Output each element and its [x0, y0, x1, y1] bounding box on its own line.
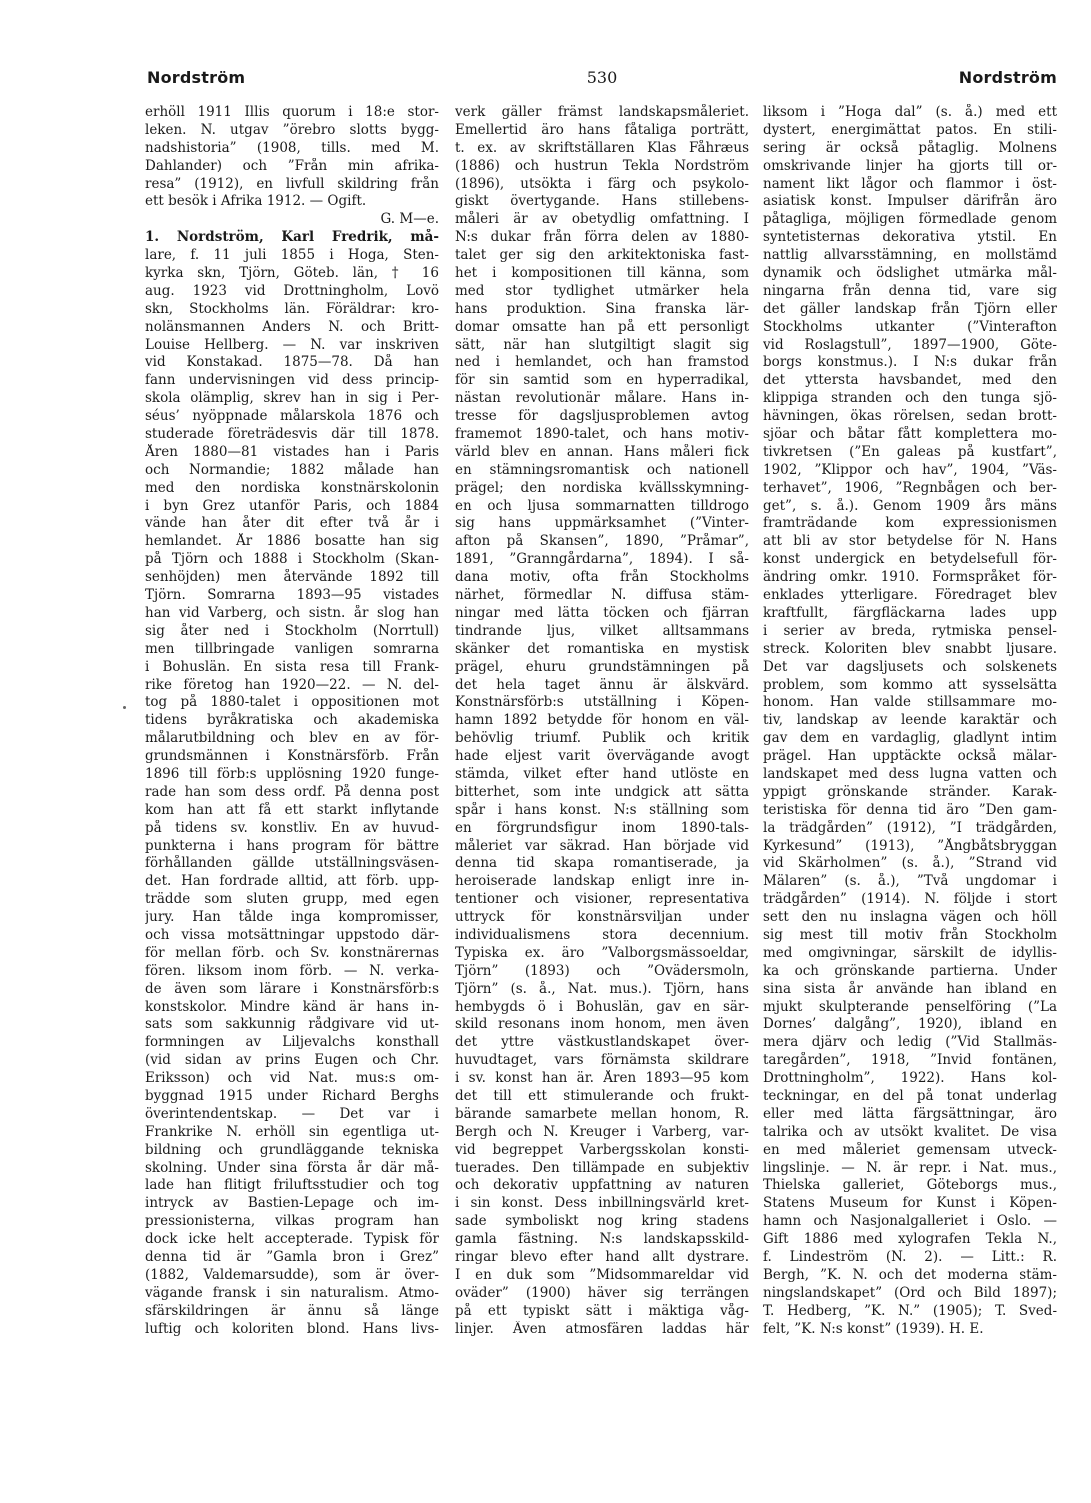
text-line: la trädgården” (1912), ”I trädgården,: [763, 819, 1057, 836]
text-line: i sv. konst han är. Åren 1893—95 kom: [455, 1070, 749, 1087]
text-line: (1882, Valdemarsudde), som är över-: [145, 1266, 439, 1283]
text-line: framträdande kom expressionismen: [763, 515, 1057, 532]
page-number: 530: [586, 68, 618, 87]
text-column-2: [455, 104, 749, 1424]
text-line: ningarna från denna tid, vare sig: [763, 282, 1057, 299]
text-line: Drottningholm”, 1922). Hans kol-: [763, 1070, 1057, 1087]
text-line: för mellan förb. och Sv. konstnärernas: [145, 944, 439, 961]
page-header: [147, 68, 1057, 92]
text-line: sats som sakkunnig rådgivare vid ut-: [145, 1016, 439, 1033]
text-line: tentioner och visioner, representativa: [455, 891, 749, 908]
text-line: ändring omkr. 1910. Formspråket för-: [763, 569, 1057, 586]
text-line: afton på Skansen”, 1890, ”Pråmar”,: [455, 533, 749, 550]
text-line: leken. N. utgav ”örebro slotts bygg-: [145, 121, 439, 138]
text-line: sering är också påtaglig. Molnens: [763, 139, 1057, 156]
text-line: och dekorativ uppfattning av naturen: [455, 1177, 749, 1194]
text-line: sfärskildringen är ännu så länge: [145, 1302, 439, 1319]
text-line: sade symboliskt nog kring stadens: [455, 1213, 749, 1230]
text-line: han vid Varberg, och sistn. år slog han: [145, 604, 439, 621]
text-line: senhöjden) men återvände 1892 till: [145, 569, 439, 586]
text-line: sett den nu inslagna vägen och höll: [763, 909, 1057, 926]
text-line: ringar blevo efter hand allt dystrare.: [455, 1249, 749, 1265]
text-line: vid begreppet Varbergsskolan konsti-: [455, 1141, 749, 1158]
text-line: ned i hemlandet, och han framstod: [455, 354, 749, 371]
text-line: intryck av Bastien-Lepage och im-: [145, 1195, 439, 1212]
text-line: denna tid skapa romantiserade, ja: [455, 855, 749, 872]
text-line: prägel; den nordiska kvällsskymning-: [455, 479, 749, 496]
text-line: skolning. Under sina första år där må-: [145, 1159, 439, 1176]
text-line: tiv, landskap av leende karaktär och: [763, 712, 1057, 729]
text-line: i serier av breda, rytmiska pensel-: [763, 622, 1057, 639]
text-line: målarutbildning och blev en av för-: [145, 730, 439, 747]
text-line: Bergh och N. Kreuger i Varberg, var-: [455, 1123, 749, 1140]
text-line: verk gäller främst landskapsmåleriet.: [455, 104, 749, 120]
text-line: talrika och av utsökt kvalitet. De visa: [763, 1123, 1057, 1140]
text-line: Tjörn” (s. å., Nat. mus.). Tjörn, hans: [455, 980, 749, 997]
text-line: och vissa motsättningar uppstodo där-: [145, 926, 439, 943]
text-line: teristiska för denna tid äro ”Den gam-: [763, 801, 1057, 818]
text-line: felt, ”K. N:s konst” (1939). H. E.: [763, 1320, 984, 1337]
text-line: trädgården” (1914). N. följde i stort: [763, 891, 1057, 908]
text-line: måleri är av obetydlig omfattning. I: [455, 211, 749, 228]
text-line: skn, Stockholms län. Föräldrar: kro-: [145, 300, 439, 317]
text-line: hävningen, ökas rörelsen, sedan brott-: [763, 408, 1057, 425]
text-line: liksom i ”Hoga dal” (s. å.) med ett: [763, 104, 1057, 120]
text-line: talet ger sig den arkitektoniska fast-: [455, 247, 749, 264]
text-line: sina sista år använde han ibland en: [763, 980, 1057, 997]
text-line: en och ljusa sommarnatten tilldrogo: [455, 497, 749, 514]
text-line: nolänsmannen Anders N. och Britt-: [145, 318, 439, 335]
text-line: yppigt grönskande stränder. Karak-: [763, 783, 1057, 800]
text-line: spår i hans konst. N:s ställning som: [455, 801, 749, 818]
text-line: giskt övertygande. Hans stillebens-: [455, 193, 749, 210]
text-line: oväder” (1900) häver sig terrängen: [455, 1284, 749, 1301]
text-line: Gift 1886 med xylografen Tekla N.,: [763, 1231, 1057, 1248]
text-line: prägel, ehuru grundstämningen på: [455, 658, 749, 675]
text-line: klippiga stranden och den tunga sjö-: [763, 390, 1057, 407]
text-line: med omgivningar, särskilt de idyllis-: [763, 944, 1057, 961]
text-line: lare, f. 11 juli 1855 i Hoga, Sten-: [145, 247, 439, 264]
text-line: skänker det romantiska en mystisk: [455, 640, 749, 657]
text-line: Louise Hellberg. — N. var inskriven: [145, 336, 439, 353]
text-line: tidens byråkratiska och akademiska: [145, 712, 439, 729]
text-line: problem, som kommo att sysselsätta: [763, 676, 1057, 693]
text-line: mjukt skulpterande penselföring (”La: [763, 998, 1057, 1015]
text-line: på tidens sv. konstliv. En av huvud-: [145, 819, 439, 836]
text-line: gav dem en vardaglig, gladlynt intim: [763, 730, 1057, 747]
text-line: hemlandet. År 1886 bosatte han sig: [145, 533, 439, 550]
text-line: teckningar, en del på tonat underlag: [763, 1087, 1057, 1104]
text-line: hade eljest varit övervägande avogt: [455, 748, 749, 765]
text-line: grundsmännen i Konstnärsförb. Från: [145, 748, 439, 765]
text-line: fann undervisningen vid dess princip-: [145, 372, 439, 389]
text-line: ningslandskapet” (Ord och Bild 1897);: [763, 1284, 1057, 1301]
text-line: det yttre västkustlandskapet över-: [455, 1034, 749, 1051]
text-line: t. ex. av skriftställaren Klas Fåhræus: [455, 139, 749, 156]
text-line: måleriet var säkrad. Han började vid: [455, 837, 749, 854]
text-line: kraftfullt, färgfläckarna lades upp: [763, 604, 1057, 621]
text-line: värld blev en annan. Hans måleri fick: [455, 443, 749, 460]
text-line: Tjörn” (1893) och ”Ovädersmoln,: [455, 962, 749, 979]
text-line: taregården”, 1918, ”Invid fontänen,: [763, 1052, 1057, 1069]
text-line: omskrivande linjer ha gjorts till or-: [763, 157, 1057, 174]
text-line: syntetisternas dekorativa ytstil. En: [763, 229, 1057, 246]
text-line: på Tjörn och 1888 i Stockholm (Skan-: [145, 551, 439, 568]
text-line: Det var dagsljusets och solskenets: [763, 658, 1057, 675]
text-line: uttryck för konstnärsviljan under: [455, 909, 749, 926]
text-line: denna tid är ”Gamla bron i Grez”: [145, 1249, 439, 1265]
text-line: huvudtaget, vars förnämsta skildrare: [455, 1052, 749, 1069]
text-line: ett besök i Afrika 1912. — Ogift.: [145, 193, 367, 210]
text-line: resa” (1912), en livfull skildring från: [145, 175, 439, 192]
text-line: dana motiv, ofta från Stockholms: [455, 569, 749, 586]
text-line: nadshistoria” (1908, tills. med M.: [145, 139, 439, 156]
text-line: lade han flitigt friluftsstudier och tog: [145, 1177, 439, 1194]
text-line: bitterhet, som inte undgick att sätta: [455, 783, 749, 800]
text-line: Statens Museum for Kunst i Köpen-: [763, 1195, 1057, 1212]
text-line: Kyrkesund” (1913), ”Ångbåtsbryggan: [763, 837, 1057, 854]
text-line: kom han att få ett starkt inflytande: [145, 801, 439, 818]
text-line: sig åter ned i Stockholm (Norrtull): [145, 622, 439, 639]
text-line: Tjörn. Somrarna 1893—95 vistades: [145, 587, 439, 604]
text-line: dock icke helt accepterade. Typisk för: [145, 1231, 439, 1248]
text-line: för sin samtid som en hyperradikal,: [455, 372, 749, 389]
text-line: konstskolor. Mindre känd är hans in-: [145, 998, 439, 1015]
text-line: T. Hedberg, ”K. N.” (1905); T. Sved-: [763, 1302, 1057, 1319]
text-line: överintendentskap. — Det var i: [145, 1105, 439, 1122]
text-line: och Normandie; 1882 målade han: [145, 461, 439, 478]
text-line: terhavet”, 1906, ”Regnbågen och ber-: [763, 479, 1057, 496]
text-line: fören. liksom inom förb. — N. verka-: [145, 962, 439, 979]
text-line: det yttersta havsbandet, med den: [763, 372, 1057, 389]
text-line: ningar med lätta töcken och fjärran: [455, 604, 749, 621]
running-head-right: Nordström: [958, 68, 1057, 87]
text-line: domar omsatte han på ett personligt: [455, 318, 749, 335]
text-line: 1896 till förb:s upplösning 1920 funge-: [145, 765, 439, 782]
text-line: att bli av stor betydelse för N. Hans: [763, 533, 1057, 550]
text-line: borgs konstmus.). I N:s dukar från: [763, 354, 1057, 371]
text-line: honom. Han valde stillsammare mo-: [763, 694, 1057, 711]
text-line: punkterna i hans program för bättre: [145, 837, 439, 854]
text-line: en med måleriet gemensam utveck-: [763, 1141, 1057, 1158]
text-line: sjöar och båtar fått komplettera mo-: [763, 426, 1057, 443]
text-line: lingslinje. — N. är repr. i Nat. mus.,: [763, 1159, 1057, 1176]
text-line: 1891, ”Granngårdarna”, 1894). I så-: [455, 551, 749, 568]
text-line: (1896), utsökta i färg och psykolo-: [455, 175, 749, 192]
text-line: asiatisk konst. Impulser därifrån äro: [763, 193, 1057, 210]
text-line: de även som lärare i Konstnärsförb:s: [145, 980, 439, 997]
text-line: i sin konst. Dess inbillningsvärld kret-: [455, 1195, 749, 1212]
text-line: gamla fästning. N:s landskapsskild-: [455, 1231, 749, 1248]
text-line: landskapet med dess lugna vatten och: [763, 765, 1057, 782]
text-line: tog på 1880-talet i oppositionen mot: [145, 694, 439, 711]
text-line: nattlig allvarsstämning, en mollstämd: [763, 247, 1057, 264]
text-line: I en duk som ”Midsommareldar vid: [455, 1266, 749, 1283]
text-line: luftig och koloriten blond. Hans livs-: [145, 1320, 439, 1337]
text-line: Åren 1880—81 vistades han i Paris: [145, 443, 439, 460]
text-line: byggnad 1915 under Richard Berghs: [145, 1087, 439, 1104]
text-line: hembygds ö i Bohuslän, gav en sär-: [455, 998, 749, 1015]
text-line: ka och grönskande partierna. Under: [763, 962, 1057, 979]
text-line: vände han åter dit efter två år i: [145, 515, 439, 532]
text-line: sätt, när han slutgiltigt slagit sig: [455, 336, 749, 353]
text-line: Mälaren” (s. å.), ”Två ungdomar i: [763, 873, 1057, 890]
text-line: Dahlander) och ”Från min afrika-: [145, 157, 439, 174]
text-line: aug. 1923 vid Drottningholm, Lovö: [145, 282, 439, 299]
margin-mark: [123, 706, 126, 709]
text-line: i Bohuslän. En sista resa till Frank-: [145, 658, 439, 675]
text-line: Frankrike N. erhöll sin egentliga ut-: [145, 1123, 439, 1140]
text-line: vid Roslagstull”, 1897—1900, Göte-: [763, 336, 1057, 353]
text-line: erhöll 1911 Illis quorum i 18:e stor-: [145, 104, 439, 120]
text-line: skild resonans inom honom, men även: [455, 1016, 749, 1033]
text-line: enklades ytterligare. Föredraget blev: [763, 587, 1057, 604]
text-line: behövlig triumf. Publik och kritik: [455, 730, 749, 747]
text-line: men tillbringade vanligen somrarna: [145, 640, 439, 657]
text-line: streck. Koloriten blev snabbt ljusare.: [763, 640, 1057, 657]
text-line: kyrka skn, Tjörn, Göteb. län, † 16: [145, 265, 439, 282]
text-line: Typiska ex. äro ”Valborgsmässoeldar,: [455, 944, 749, 961]
text-line: nästan revolutionär målare. Hans in-: [455, 390, 749, 407]
text-line: framemot 1890-talet, och hans motiv-: [455, 426, 749, 443]
text-line: bildning och grundläggande tekniska: [145, 1141, 439, 1158]
text-line: dynamik och ödslighet utmärka mål-: [763, 265, 1057, 282]
text-line: en förgrundsfigur inom 1890-tals-: [455, 819, 749, 836]
text-line: (vid sidan av prins Eugen och Chr.: [145, 1052, 439, 1069]
text-line: tresse för dagsljusproblemen avtog: [455, 408, 749, 425]
text-line: jury. Han tålde inga kompromisser,: [145, 909, 439, 926]
text-line: skola olämplig, skrev han in sig i Per-: [145, 390, 439, 407]
text-line: en stämningsromantisk och nationell: [455, 461, 749, 478]
text-line: N:s dukar från förra delen av 1880-: [455, 229, 749, 246]
text-line: med stor tydlighet utmärker hela: [455, 282, 749, 299]
text-line: närhet, förmedlar N. diffusa stäm-: [455, 587, 749, 604]
text-line: Dornes’ dalgång”, 1920), ibland en: [763, 1016, 1057, 1033]
text-line: eller med lätta färgsättningar, äro: [763, 1105, 1057, 1122]
text-line: med den nordiska konstnärskolonin: [145, 479, 439, 496]
text-line: trädde som sluten grupp, med egen: [145, 891, 439, 908]
text-line: tivkretsen (”En galeas på kustfart”,: [763, 443, 1057, 460]
text-line: hans produktion. Sina franska lär-: [455, 300, 749, 317]
text-line: prägel. Han upptäckte också mälar-: [763, 748, 1057, 765]
text-line: det till ett stimulerande och frukt-: [455, 1087, 749, 1104]
text-line: vägande fransk i sin naturalism. Atmo-: [145, 1284, 439, 1301]
text-line: rike företog han 1920—22. — N. del-: [145, 676, 439, 693]
text-line: individualismens stora decennium.: [455, 926, 749, 943]
text-line: hamn 1892 betydde för honom en väl-: [455, 712, 749, 729]
text-line: Thielska galleriet, Göteborgs mus.,: [763, 1177, 1057, 1194]
text-line: sig hans uppmärksamhet (”Vinter-: [455, 515, 749, 532]
text-line: 1902, ”Klippor och hav”, 1904, ”Väs-: [763, 461, 1057, 478]
text-line: heroiserade landskap enligt inre in-: [455, 873, 749, 890]
text-line: det hela taget ännu är älskvärd.: [455, 676, 749, 693]
text-line: Eriksson) och vid Nat. mus:s om-: [145, 1070, 439, 1087]
text-line: f. Lindeström (N. 2). — Litt.: R.: [763, 1249, 1057, 1265]
entry-heading: 1. Nordström, Karl Fredrik, må-: [145, 229, 439, 246]
text-line: tindrande ljus, vilket alltsammans: [455, 622, 749, 639]
text-line: tuerades. Den tillämpade en subjektiv: [455, 1159, 749, 1176]
text-line: Konstnärsförb:s utställning i Köpen-: [455, 694, 749, 711]
text-line: linjer. Även atmosfären laddas här: [455, 1320, 749, 1337]
text-line: stämda, vilket efter hand utlöste en: [455, 765, 749, 782]
author-signature: G. M—e.: [380, 211, 439, 228]
text-line: dystert, energimättat patos. En stili-: [763, 121, 1057, 138]
text-column-1: [145, 104, 439, 1424]
text-line: det gäller landskap från Tjörn eller: [763, 300, 1057, 317]
text-line: hamn och Nasjonalgalleriet i Oslo. —: [763, 1213, 1057, 1230]
text-line: het i kompositionen till känna, som: [455, 265, 749, 282]
text-line: Bergh, ”K. N. och det moderna stäm-: [763, 1266, 1057, 1283]
text-line: rade han som dess ordf. På denna post: [145, 783, 439, 800]
text-line: på ett typiskt sätt i mäktiga våg-: [455, 1302, 749, 1319]
text-line: Stockholms utkanter (”Vinterafton: [763, 318, 1057, 335]
text-line: det. Han fordrade alltid, att förb. upp-: [145, 873, 439, 890]
text-line: förhållanden gällde utställningsväsen-: [145, 855, 439, 872]
text-line: sig mest till motiv från Stockholm: [763, 926, 1057, 943]
text-line: (1886) och hustrun Tekla Nordström: [455, 157, 749, 174]
text-line: studerade företrädesvis där till 1878.: [145, 426, 439, 443]
text-line: i byn Grez utanför Paris, och 1884: [145, 497, 439, 514]
text-line: Emellertid äro hans fåtaliga porträtt,: [455, 121, 749, 138]
text-line: nament likt lågor och flammor i öst-: [763, 175, 1057, 192]
text-column-3: [763, 104, 1057, 1424]
text-line: vid Konstakad. 1875—78. Då han: [145, 354, 439, 371]
text-line: vid Skärholmen” (s. å.), ”Strand vid: [763, 855, 1057, 872]
text-line: påtagliga, möjligen förmedlade genom: [763, 211, 1057, 228]
text-line: séus’ nyöppnade målarskola 1876 och: [145, 408, 439, 425]
text-line: konst undergick en betydelsefull för-: [763, 551, 1057, 568]
text-line: pressionisterna, vilkas program han: [145, 1213, 439, 1230]
running-head-left: Nordström: [147, 68, 246, 87]
text-line: mera djärv och ledig (”Vid Stallmäs-: [763, 1034, 1057, 1051]
text-line: formningen av Liljevalchs konsthall: [145, 1034, 439, 1051]
text-line: bärande samarbete mellan honom, R.: [455, 1105, 749, 1122]
text-line: get”, s. å.). Genom 1909 års mäns: [763, 497, 1057, 514]
